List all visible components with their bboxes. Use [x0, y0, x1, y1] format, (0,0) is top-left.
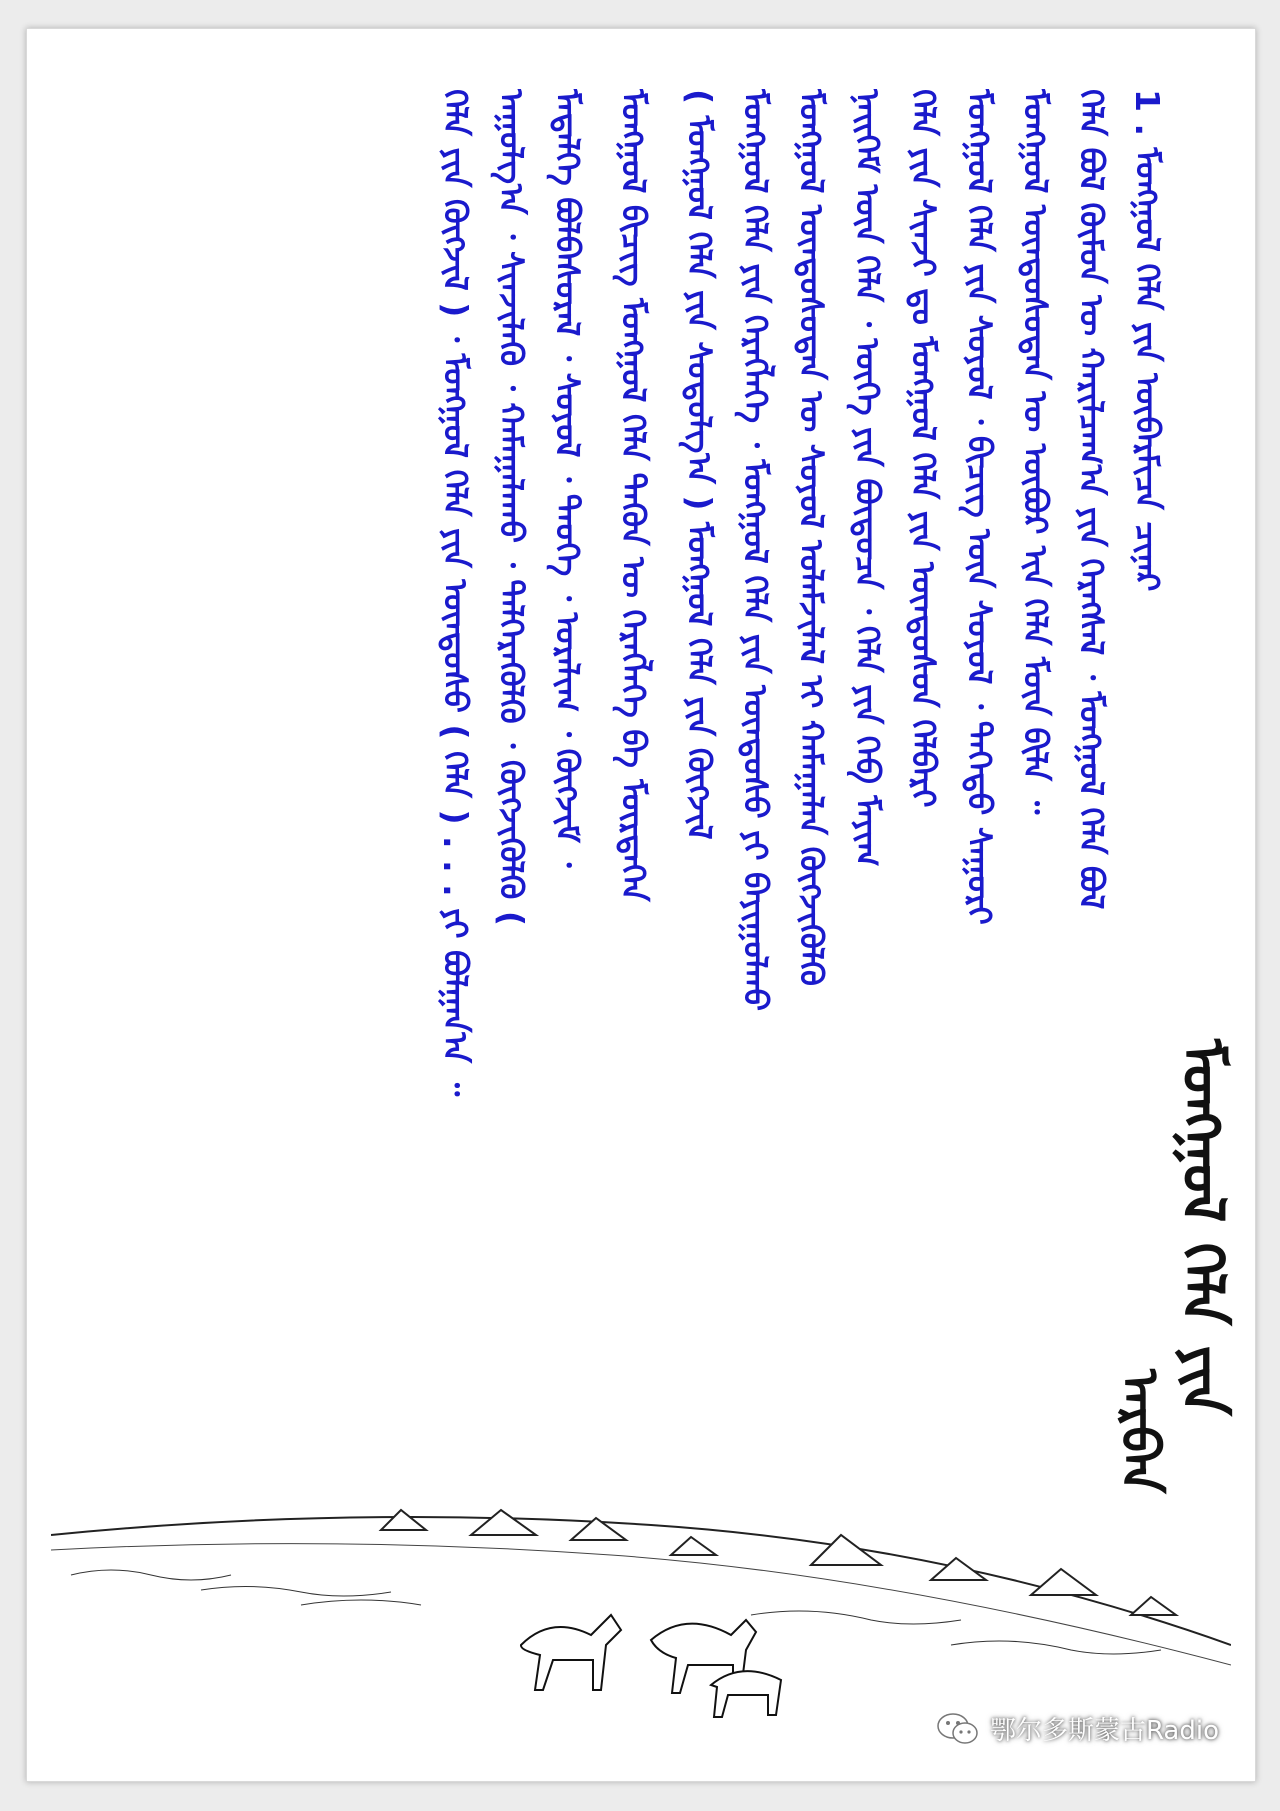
text-column: ᠨᠡᠢᠭᠡᠮ ᠦᠨ ᠬᠡᠯᠡ ᠂ ᠦᠭᠡ ᠶᠢᠨ ᠪᠦᠲᠦᠴᠡ ᠂ ᠬᠡᠯᠡ ᠶᠢᠨ ᠬᠡᠪ ᠮᠠᠶᠢᠭ: [848, 89, 887, 867]
text-column: ᠠᠭᠤᠯᠭ᠎ᠠ ᠂ ᠰᠢᠨᠵᠢᠯᠡᠬᠦ ᠂ ᠬᠠᠮᠠᠭᠠᠯᠠᠬᠤ ᠂ ᠳᠡᠯᠭᠡᠷᠡᠭᠦᠯᠬᠦ ᠂ ᠬᠥᠭᠵᠢᠭᠦᠯᠬᠦ (: [492, 89, 531, 926]
watermark-text: 鄂尔多斯蒙古Radio: [989, 1716, 1219, 1746]
text-column: ᠮᠣᠩᠭᠣᠯ ᠬᠡᠯᠡ ᠶᠢᠨ ᠰᠣᠶᠣᠯ ᠂ ᠪᠢᠴᠢᠭ ᠦᠨ ᠰᠣᠶᠣᠯ ᠂ ᠳᠡᠭᠡᠳᠦ ᠰᠠᠭᠤᠷᠢ: [960, 89, 999, 925]
text-column: ᠮᠣᠩᠭᠣᠯ ᠬᠡᠯᠡ ᠶᠢᠨ ᠬᠡᠷᠡᠭᠯᠡᠭᠡ ᠂ ᠮᠣᠩᠭᠣᠯ ᠬᠡᠯᠡ ᠶᠢᠨ ᠦᠨᠳᠦᠰᠦ ᠶᠢ ᠪᠠᠶᠢᠭᠤᠯᠬᠤ: [736, 89, 775, 1012]
body-text-columns: [155, 89, 1175, 1539]
text-column: ᠮᠣᠩᠭᠣᠯ ᠦᠨᠳᠦᠰᠦᠲᠡᠨ ᠦ ᠥᠪᠦᠷ ᠢᠨ ᠬᠡᠯᠡ ᠮᠥᠨ ᠪᠢᠯᠡ ᠃: [1016, 89, 1055, 815]
calligraphy-heading-second: ᠠᠷᠪᠠᠨ: [1109, 1369, 1170, 1494]
document-page: [26, 28, 1256, 1782]
text-column: ᠮᠡᠳᠡᠯᠭᠡ ᠪᠣᠯᠪᠠᠰᠤᠷᠠᠯ ᠂ ᠰᠣᠶᠣᠯ ᠂ ᠲᠡᠦᠬᠡ ᠂ ᠤᠷᠠᠯᠢᠭ ᠂ ᠬᠥᠭᠵᠢᠮ ᠂: [548, 89, 587, 868]
text-column: ᠮᠣᠩᠭᠣᠯ ᠪᠢᠴᠢᠭ ᠮᠣᠩᠭᠣᠯ ᠬᠡᠯᠡ ᠲᠡᠭᠦᠨ ᠦ ᠬᠡᠷᠡᠭᠯᠡᠭᠡ ᠪᠠ ᠮᠥᠷᠲᠡᠭᠡᠨ: [614, 89, 653, 902]
text-column: ᠬᠡᠯᠡ ᠶᠢᠨ ᠬᠥᠭᠵᠢᠯ ) ᠂ ᠮᠣᠩᠭᠣᠯ ᠬᠡᠯᠡ ᠶᠢᠨ ᠦᠨᠳᠦᠰᠦ ( ᠬᠡᠯᠡ ) . . . ᠶᠢ ᠪᠣᠯᠭᠠᠨ᠎ᠠ ᠃: [436, 89, 475, 1097]
text-column: ( ᠮᠣᠩᠭᠣᠯ ᠬᠡᠯᠡ ᠶᠢᠨ ᠰᠤᠳᠤᠯᠭ᠎ᠠ ) ᠮᠣᠩᠭᠣᠯ ᠬᠡᠯᠡ ᠶᠢᠨ ᠬᠥᠭᠵᠢᠯ: [680, 89, 719, 840]
text-column: ᠬᠡᠯᠡ ᠪᠣᠯ ᠬᠦᠮᠦᠨ ᠦ ᠬᠠᠷᠢᠯᠴᠠᠭ᠎ᠠ ᠶᠢᠨ ᠬᠡᠷᠡᠭᠰᠡᠯ ᠂ ᠮᠣᠩᠭᠣᠯ ᠬᠡᠯᠡ ᠪᠣᠯ: [1072, 89, 1111, 910]
text-column: 1 . ᠮᠣᠩᠭᠣᠯ ᠬᠡᠯᠡ ᠶᠢᠨ ᠥᠪᠡᠷᠮᠢᠴᠡ ᠴᠢᠨᠠᠷ: [1128, 89, 1167, 592]
text-column: ᠬᠡᠯᠡ ᠶᠢᠨ ᠰᠢᠨᠵᠢ ᠳᠤ ᠮᠣᠩᠭᠣᠯ ᠬᠡᠯᠡ ᠶᠢᠨ ᠦᠨᠳᠦᠰᠦᠨ ᠬᠡᠯᠪᠡᠷᠢ: [904, 89, 943, 808]
watermark: [936, 1710, 1219, 1747]
text-column: ᠮᠣᠩᠭᠣᠯ ᠦᠨᠳᠦᠰᠦᠲᠡᠨ ᠦ ᠰᠣᠶᠣᠯ ᠤᠯᠠᠮᠵᠢᠯᠠᠯ ᠢ ᠬᠠᠮᠠᠭᠠᠯᠠᠨ ᠬᠥᠭᠵᠢᠭᠦᠯᠬᠦ: [792, 89, 831, 986]
wechat-icon: [936, 1711, 980, 1747]
calligraphy-heading: ᠮᠣᠩᠭᠣᠯ ᠬᠡᠯᠡ ᠶᠢᠨ: [1169, 1039, 1237, 1416]
